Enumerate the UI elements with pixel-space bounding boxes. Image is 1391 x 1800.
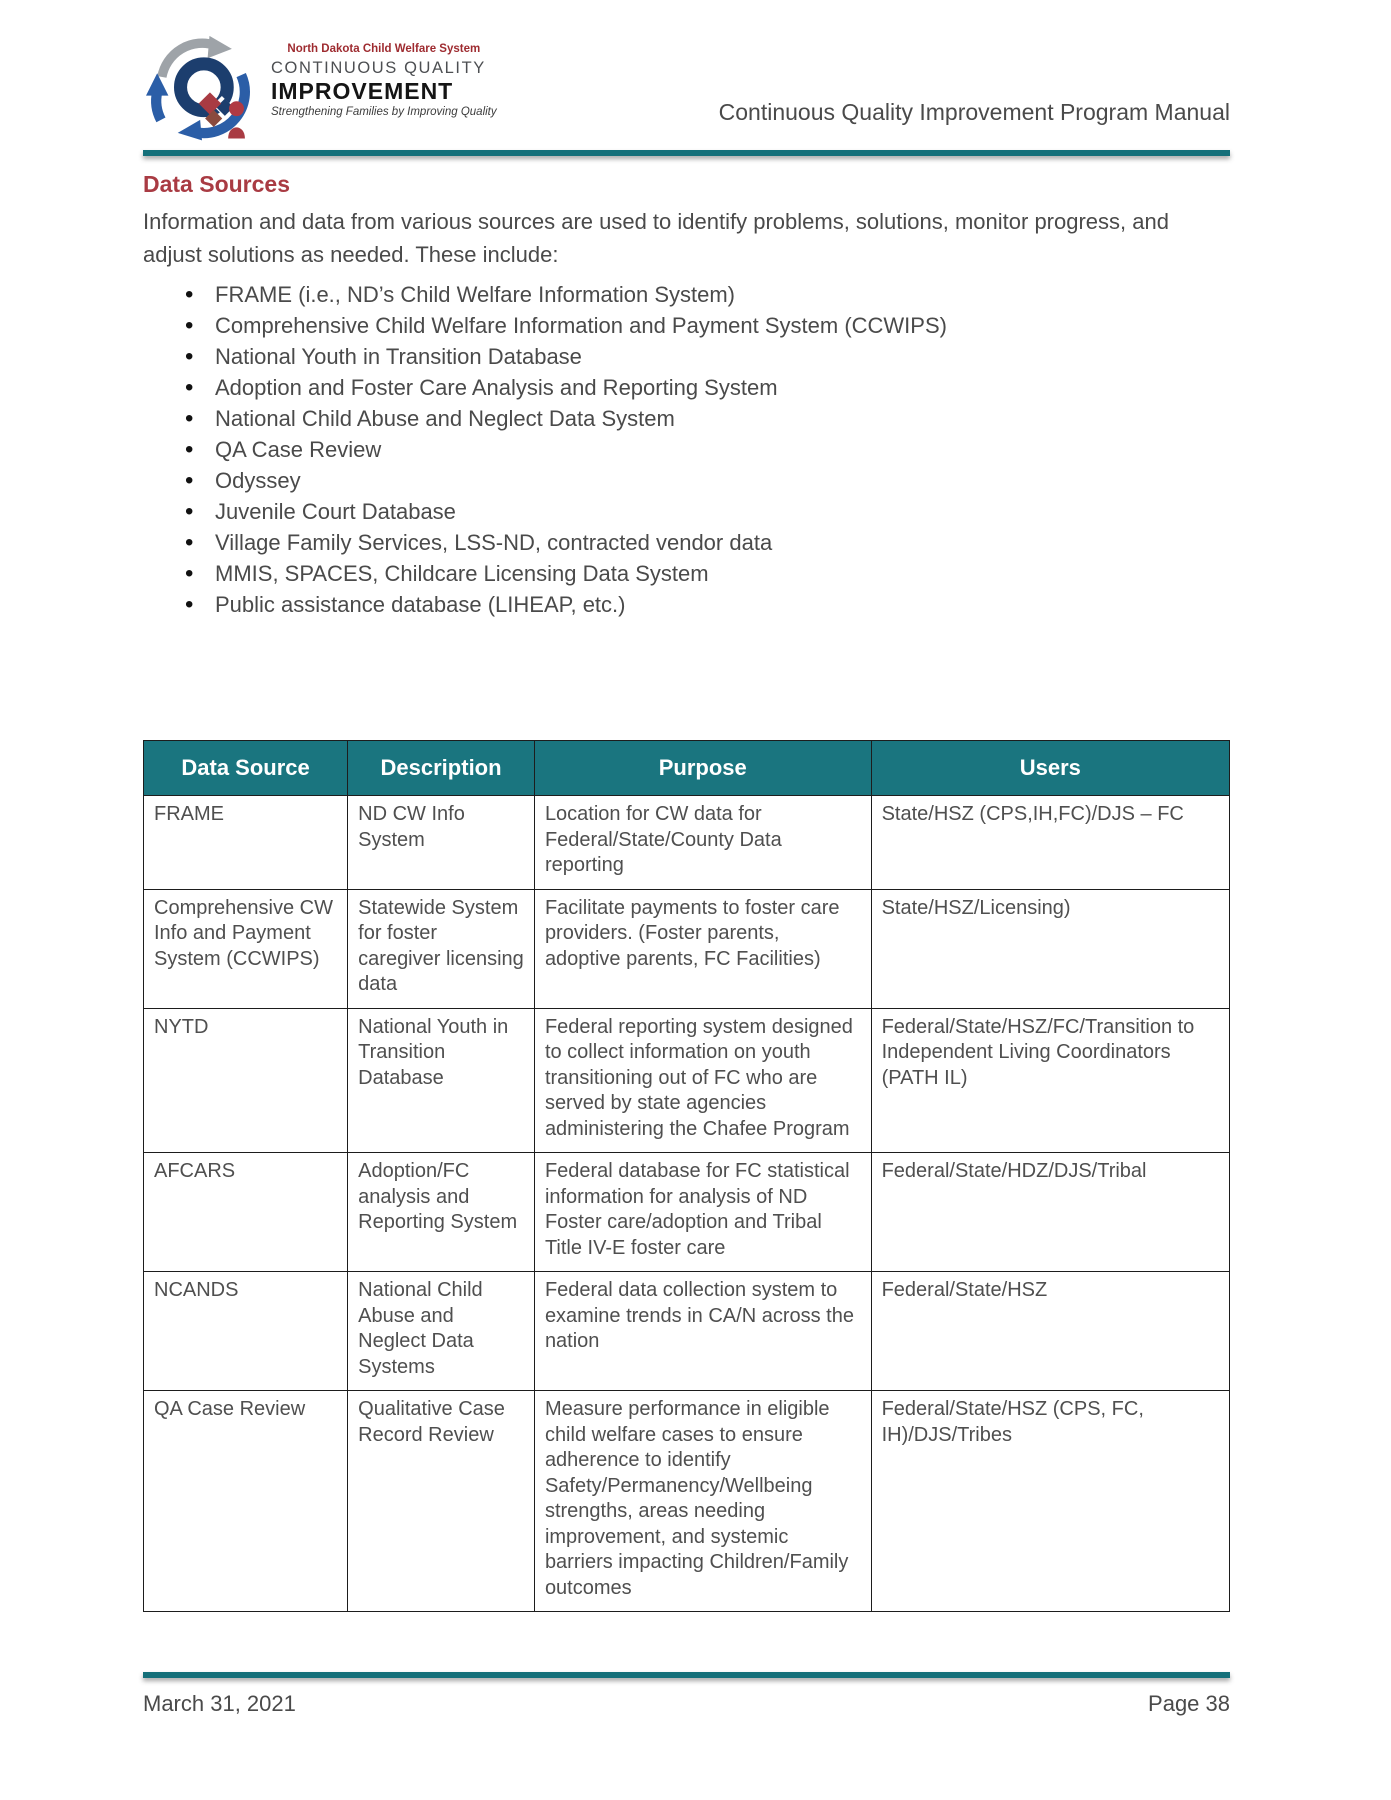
- cqi-logo-icon: [143, 34, 261, 146]
- logo-text-block: [271, 43, 497, 138]
- cell-purpose: Federal reporting system designed to collect information on youth transitioning out of FC who are served by state agencies administering the Chafee Program: [534, 1008, 871, 1153]
- cell-purpose: Federal data collection system to examine trends in CA/N across the nation: [534, 1272, 871, 1391]
- bullet-item: • National Youth in Transition Database: [185, 341, 1230, 372]
- cell-description: ND CW Info System: [348, 796, 535, 890]
- cell-purpose: Federal database for FC statistical information for analysis of ND Foster care/adoption and Tribal Title IV-E foster care: [534, 1153, 871, 1272]
- table-row: [144, 1153, 1230, 1272]
- bullet-item: • Juvenile Court Database: [185, 496, 1230, 527]
- cell-data-source: QA Case Review: [144, 1391, 348, 1612]
- cqi-logo: [143, 34, 497, 146]
- manual-title: Continuous Quality Improvement Program Manual: [718, 99, 1230, 125]
- table-row: [144, 796, 1230, 890]
- cell-description: National Child Abuse and Neglect Data Systems: [348, 1272, 535, 1391]
- cell-data-source: NYTD: [144, 1008, 348, 1153]
- cell-users: Federal/State/HDZ/DJS/Tribal: [871, 1153, 1229, 1272]
- section-title: Data Sources: [143, 171, 291, 197]
- page-footer: [143, 1691, 1230, 1717]
- header-cell-description: Description: [348, 741, 535, 796]
- header-rule: [143, 150, 1230, 156]
- cell-purpose: Facilitate payments to foster care providers. (Foster parents, adoptive parents, FC Facilities): [534, 889, 871, 1008]
- cell-description: Statewide System for foster caregiver licensing data: [348, 889, 535, 1008]
- footer-rule: [143, 1672, 1230, 1678]
- cell-data-source: NCANDS: [144, 1272, 348, 1391]
- table-row: [144, 1272, 1230, 1391]
- cell-data-source: FRAME: [144, 796, 348, 890]
- cell-purpose: Measure performance in eligible child welfare cases to ensure adherence to identify Safety/Permanency/Wellbeing strengths, areas needing improvement, and systemic barriers impacting Children/Family outcomes: [534, 1391, 871, 1612]
- bullet-item: • QA Case Review: [185, 434, 1230, 465]
- footer-date: March 31, 2021: [143, 1691, 296, 1716]
- bullet-item: • Village Family Services, LSS-ND, contracted vendor data: [185, 527, 1230, 558]
- logo-tagline: Strengthening Families by Improving Quality: [271, 106, 497, 119]
- cell-description: Adoption/FC analysis and Reporting System: [348, 1153, 535, 1272]
- bullet-item: • Public assistance database (LIHEAP, etc.): [185, 589, 1230, 620]
- footer-page-number: Page 38: [1148, 1691, 1230, 1716]
- logo-improvement: IMPROVEMENT: [271, 77, 454, 104]
- bullet-item: • Comprehensive Child Welfare Information and Payment System (CCWIPS): [185, 310, 1230, 341]
- cell-data-source: Comprehensive CW Info and Payment System (CCWIPS): [144, 889, 348, 1008]
- bullet-item: • Adoption and Foster Care Analysis and Reporting System: [185, 372, 1230, 403]
- bullet-item: • Odyssey: [185, 465, 1230, 496]
- cell-users: Federal/State/HSZ: [871, 1272, 1229, 1391]
- header-cell-data-source: Data Source: [144, 741, 348, 796]
- table-row: [144, 889, 1230, 1008]
- data-sources-table: [143, 740, 1230, 1612]
- header-cell-purpose: Purpose: [534, 741, 871, 796]
- cell-users: State/HSZ (CPS,IH,FC)/DJS – FC: [871, 796, 1229, 890]
- table-header-row: [144, 741, 1230, 796]
- logo-continuous-quality: CONTINUOUS QUALITY: [271, 58, 486, 77]
- cell-purpose: Location for CW data for Federal/State/County Data reporting: [534, 796, 871, 890]
- cell-users: State/HSZ/Licensing): [871, 889, 1229, 1008]
- data-sources-bullet-list: [185, 279, 1230, 620]
- page-header: [143, 34, 1230, 146]
- bullet-item: • National Child Abuse and Neglect Data System: [185, 403, 1230, 434]
- bullet-item: • FRAME (i.e., ND’s Child Welfare Information System): [185, 279, 1230, 310]
- cell-data-source: AFCARS: [144, 1153, 348, 1272]
- intro-paragraph: Information and data from various sources are used to identify problems, solutions, monitor progress, and adjust solutions as needed. These include:: [143, 209, 1169, 267]
- header-cell-users: Users: [871, 741, 1229, 796]
- cell-description: National Youth in Transition Database: [348, 1008, 535, 1153]
- bullet-item: • MMIS, SPACES, Childcare Licensing Data System: [185, 558, 1230, 589]
- cell-users: Federal/State/HSZ (CPS, FC, IH)/DJS/Tribes: [871, 1391, 1229, 1612]
- logo-system-name: North Dakota Child Welfare System: [287, 42, 481, 55]
- main-content: [143, 171, 1230, 1612]
- table-row: [144, 1391, 1230, 1612]
- cell-users: Federal/State/HSZ/FC/Transition to Independent Living Coordinators (PATH IL): [871, 1008, 1229, 1153]
- cell-description: Qualitative Case Record Review: [348, 1391, 535, 1612]
- table-row: [144, 1008, 1230, 1153]
